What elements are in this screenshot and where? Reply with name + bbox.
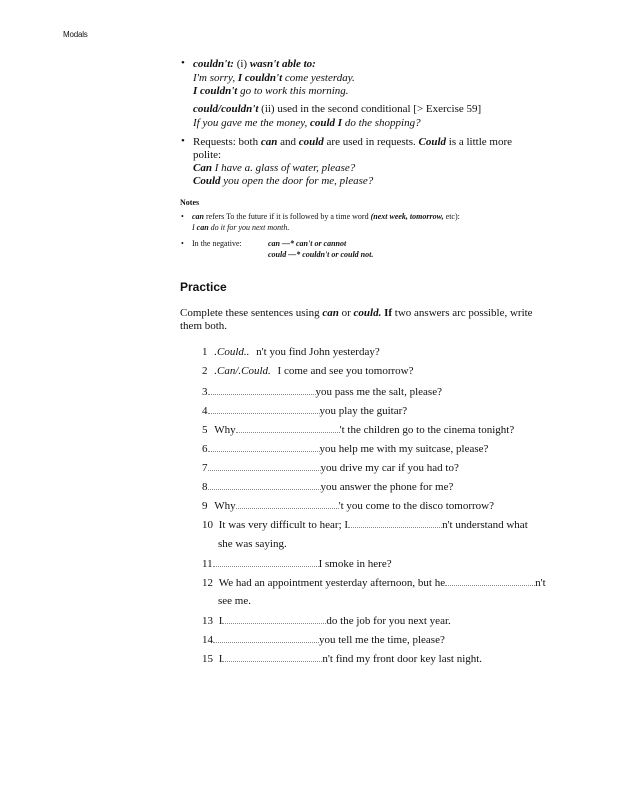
exercise-number: 4 [202, 405, 208, 417]
note-keywords: (next week, tomorrow, [370, 212, 444, 221]
example-text: I'm sorry, [193, 72, 236, 84]
running-header: Modals [63, 30, 88, 39]
conditional-line [193, 103, 481, 116]
exercise-text: n't find my front door key last night. [322, 653, 483, 665]
exercise-text: you help me with my suitcase, please? [319, 443, 489, 455]
bullet-dot: • [181, 239, 184, 248]
answer-blank[interactable] [208, 461, 321, 471]
exercise-number: 5 [202, 424, 208, 436]
exercise-text: 't the children go to the cinema tonight? [339, 424, 515, 436]
exercise-text: n't you find John yesterday? [256, 346, 380, 358]
exercise-text: you play the guitar? [319, 405, 408, 417]
exercise-text: Why [214, 500, 236, 512]
keyword: can [322, 307, 339, 319]
example-keyword: can [196, 223, 209, 232]
note-example [192, 223, 289, 233]
exercise-number: 13 [202, 615, 213, 627]
bullet1-heading [193, 58, 316, 71]
practice-instruction-cont: them both. [180, 320, 228, 332]
exercise-number: 14 [202, 634, 213, 646]
keyword: could. [353, 307, 382, 319]
exercise-number: 10 [202, 519, 213, 531]
answer-blank[interactable] [236, 423, 340, 433]
note-2-form2: could —* couldn't or could not. [268, 250, 374, 259]
instruction-text: two answers arc possible, write [394, 307, 533, 319]
bullet-dot: • [181, 135, 185, 147]
exercise-reference: [> Exercise 59] [413, 103, 482, 115]
answer-blank[interactable] [213, 633, 319, 643]
example-text: do it for you next month. [210, 223, 290, 232]
exercise-number: 11 [202, 558, 213, 570]
exercise-text: n't [535, 577, 546, 589]
exercise-number: 6 [202, 443, 208, 455]
exercise-7 [202, 461, 459, 475]
note-1 [192, 212, 460, 222]
exercise-10 [202, 518, 528, 532]
answer-blank[interactable] [208, 480, 321, 490]
example-keyword: I couldn't [193, 85, 238, 97]
note-2-label: In the negative: [192, 239, 242, 248]
exercise-number: 2 [202, 365, 208, 377]
example-keyword: I couldn't [237, 72, 283, 84]
answer-blank[interactable] [208, 442, 320, 452]
answer-blank[interactable] [236, 499, 339, 509]
exercise-number: 7 [202, 462, 208, 474]
sense-number: (i) [236, 58, 248, 70]
note-text: etc): [445, 212, 460, 221]
instruction-text: If [384, 307, 393, 319]
example-keyword: Can [193, 162, 212, 174]
exercise-6 [202, 442, 488, 456]
instruction-text: or [341, 307, 351, 319]
exercise-4 [202, 404, 407, 418]
exercise-text: do the job for you next year. [326, 615, 451, 627]
note-text: refers To the future if it is followed by a time word [206, 212, 369, 221]
exercise-8 [202, 480, 453, 494]
exercise-number: 8 [202, 481, 208, 493]
example-text: you open the door for me, please? [223, 175, 374, 187]
keyword: can [192, 212, 204, 221]
keyword: can [260, 136, 278, 148]
exercise-text: I [218, 653, 223, 665]
exercise-text: We had an appointment yesterday afternoon, but he [218, 577, 446, 589]
exercise-text: you drive my car if you had to? [320, 462, 459, 474]
example-text: If you gave me the money, [193, 117, 308, 129]
body-text: and [280, 136, 296, 148]
exercise-text: I smoke in here? [318, 558, 392, 570]
bullet-dot: • [181, 57, 185, 69]
sense-text: (ii) used in the second conditional [261, 103, 411, 115]
answer-text: .Can/.Could. [214, 365, 271, 377]
meaning: wasn't able to: [249, 58, 316, 70]
term: could/couldn't [193, 103, 259, 115]
body-text: polite: [193, 149, 222, 161]
practice-heading: Practice [180, 280, 227, 294]
example-text: do the shopping? [344, 117, 421, 129]
exercise-10-cont: she was saying. [218, 538, 287, 550]
answer-blank[interactable] [208, 404, 320, 414]
answer-blank[interactable] [213, 557, 319, 567]
exercise-11 [202, 557, 392, 571]
exercise-number: 12 [202, 577, 213, 589]
exercise-number: 9 [202, 500, 208, 512]
exercise-text: It was very difficult to hear; I [218, 519, 349, 531]
example-text: go to work this morning. [240, 85, 349, 97]
answer-text: .Could.. [214, 346, 250, 358]
example-text: I have a. glass of water, please? [214, 162, 356, 174]
exercise-13 [202, 614, 451, 628]
practice-instruction [180, 307, 533, 320]
exercise-number: 1 [202, 346, 208, 358]
notes-title: Notes [180, 198, 200, 207]
keyword: could [298, 136, 324, 148]
exercise-1 [202, 346, 380, 359]
note-2-form1: can —* can't or cannot [268, 239, 347, 248]
exercise-text: you answer the phone for me? [320, 481, 454, 493]
answer-blank[interactable] [348, 518, 442, 528]
example-keyword: Could [193, 175, 221, 187]
example-line [193, 175, 373, 188]
exercise-text: Why [214, 424, 236, 436]
exercise-5 [202, 423, 514, 437]
exercise-text: 't you come to the disco tomorrow? [338, 500, 494, 512]
exercise-15 [202, 652, 482, 666]
exercise-text: you tell me the time, please? [319, 634, 445, 646]
instruction-text: Complete these sentences using [180, 307, 320, 319]
exercise-14 [202, 633, 445, 647]
exercise-text: you pass me the salt, please? [315, 386, 442, 398]
exercise-9 [202, 499, 494, 513]
exercise-number: 3 [202, 386, 208, 398]
body-text: is a little more [448, 136, 512, 148]
term: couldn't: [193, 58, 234, 70]
example-text: I [192, 223, 195, 232]
requests-line [193, 136, 512, 149]
answer-blank[interactable] [222, 614, 326, 624]
keyword: Could [418, 136, 447, 148]
exercise-12 [202, 576, 546, 590]
exercise-text: I come and see you tomorrow? [277, 365, 414, 377]
body-text: Requests: both [193, 136, 259, 148]
example-line [193, 85, 349, 98]
answer-blank[interactable] [208, 385, 316, 395]
answer-blank[interactable] [445, 576, 535, 586]
example-line [193, 162, 355, 175]
example-keyword: could I [309, 117, 343, 129]
example-line [193, 117, 421, 130]
exercise-number: 15 [202, 653, 213, 665]
example-line [193, 72, 355, 85]
exercise-2 [202, 365, 413, 378]
body-text: are used in requests. [326, 136, 416, 148]
exercise-text: I [218, 615, 223, 627]
example-text: come yesterday. [284, 72, 355, 84]
exercise-3 [202, 385, 442, 399]
bullet-dot: • [181, 212, 184, 221]
exercise-text: n't understand what [442, 519, 528, 531]
exercise-12-cont: see me. [218, 595, 251, 607]
answer-blank[interactable] [222, 652, 322, 662]
